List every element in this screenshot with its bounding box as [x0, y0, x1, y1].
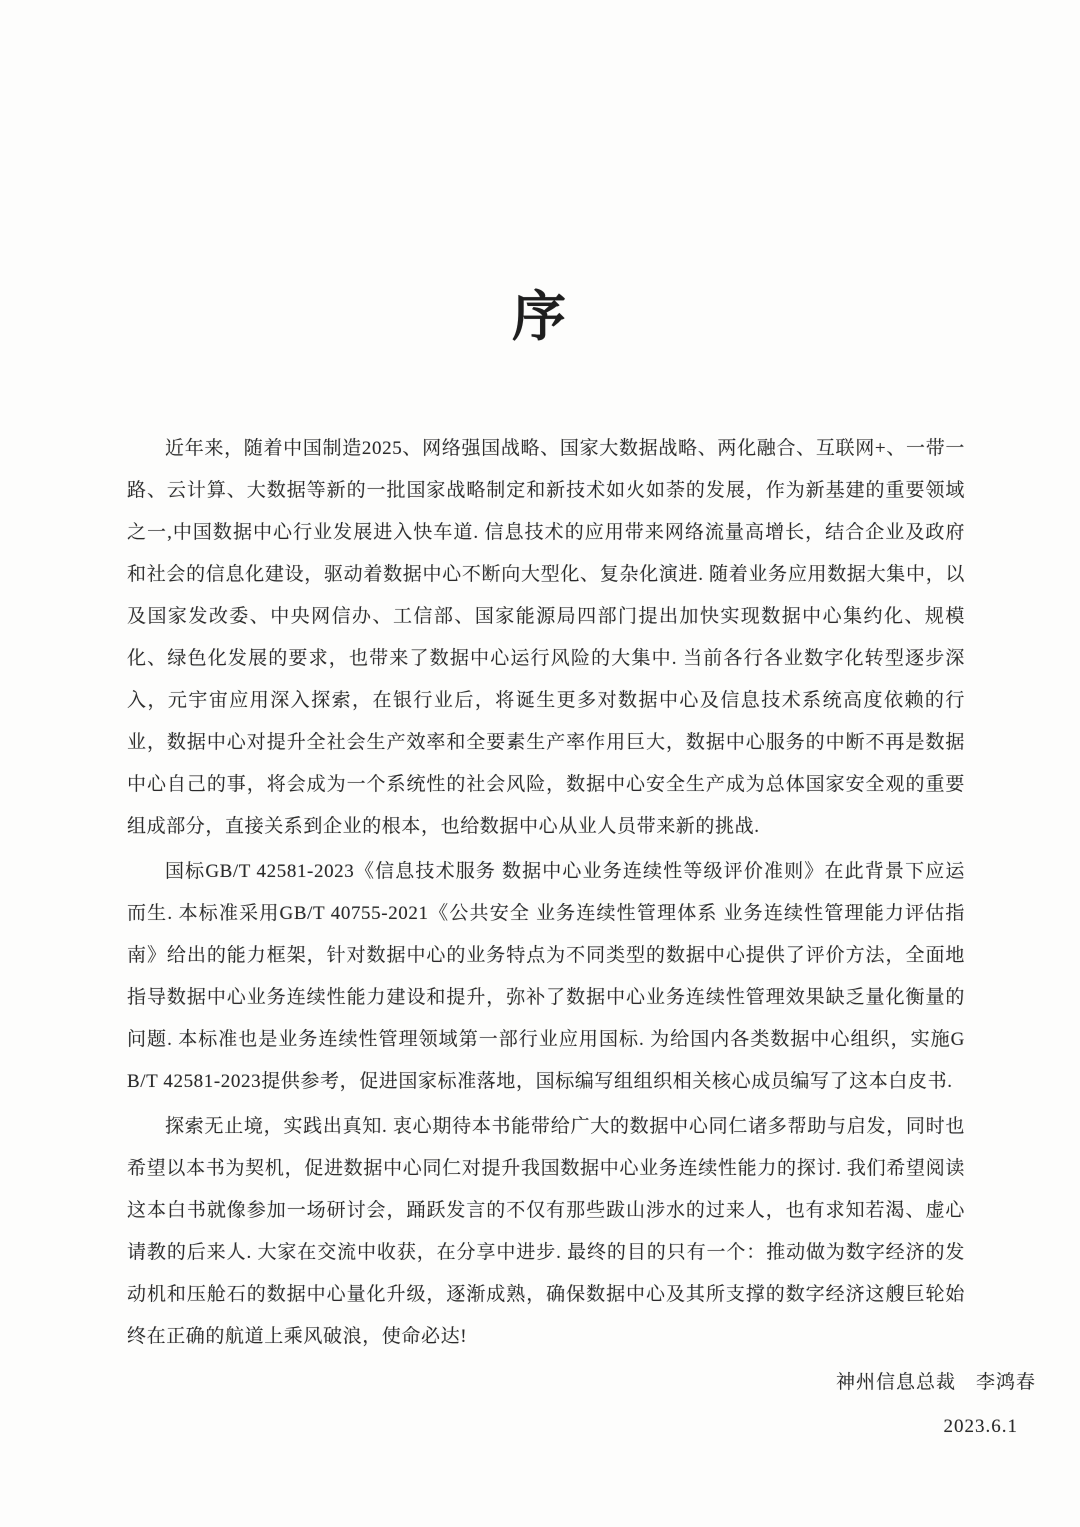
document-body: [127, 428, 965, 1358]
page-title: 序: [512, 287, 568, 348]
body-paragraph: 国标GB/T 42581-2023《信息技术服务 数据中心业务连续性等级评价准则》在此背景下应运而生. 本标准采用GB/T 40755-2021《公共安全 业务连续性管理体系 业务连续性管理能力评估指南》给出的能力框架，针对数据中心的业务特点为不同类型的数据中心提供了评价方法，全面地指导数据中心业务连续性能力建设和提升，弥补了数据中心业务连续性管理效果缺乏量化衡量的问题. 本标准也是业务连续性管理领域第一部行业应用国标. 为给国内各类数据中心组织，实施GB/T 42581-2023提供参考，促进国家标准落地，国标编写组组织相关核心成员编写了这本白皮书.: [127, 861, 965, 1093]
body-paragraph: 探索无止境，实践出真知. 衷心期待本书能带给广大的数据中心同仁诸多帮助与启发，同时也希望以本书为契机，促进数据中心同仁对提升我国数据中心业务连续性能力的探讨. 我们希望阅读这本白书就像参加一场研讨会，踊跃发言的不仅有那些跋山涉水的过来人，也有求知若渴、虚心请教的后来人. 大家在交流中收获，在分享中进步. 最终的目的只有一个：推动做为数字经济的发动机和压舱石的数据中心量化升级，逐渐成熟，确保数据中心及其所支撑的数字经济这艘巨轮始终在正确的航道上乘风破浪，使命必达!: [127, 1116, 965, 1348]
signature-date: 2023.6.1: [943, 1416, 1018, 1438]
body-paragraph: 近年来，随着中国制造2025、网络强国战略、国家大数据战略、两化融合、互联网+、一带一路、云计算、大数据等新的一批国家战略制定和新技术如火如荼的发展，作为新基建的重要领域之一,中国数据中心行业发展进入快车道. 信息技术的应用带来网络流量高增长，结合企业及政府和社会的信息化建设，驱动着数据中心不断向大型化、复杂化演进. 随着业务应用数据大集中，以及国家发改委、中央网信办、工信部、国家能源局四部门提出加快实现数据中心集约化、规模化、绿色化发展的要求，也带来了数据中心运行风险的大集中. 当前各行各业数字化转型逐步深入，元宇宙应用深入探索，在银行业后，将诞生更多对数据中心及信息技术系统高度依赖的行业，数据中心对提升全社会生产效率和全要素生产率作用巨大，数据中心服务的中断不再是数据中心自己的事，将会成为一个系统性的社会风险，数据中心安全生产成为总体国家安全观的重要组成部分，直接关系到企业的根本，也给数据中心从业人员带来新的挑战.: [127, 438, 965, 838]
signature: 神州信息总裁 李鸿春: [835, 1372, 1036, 1394]
